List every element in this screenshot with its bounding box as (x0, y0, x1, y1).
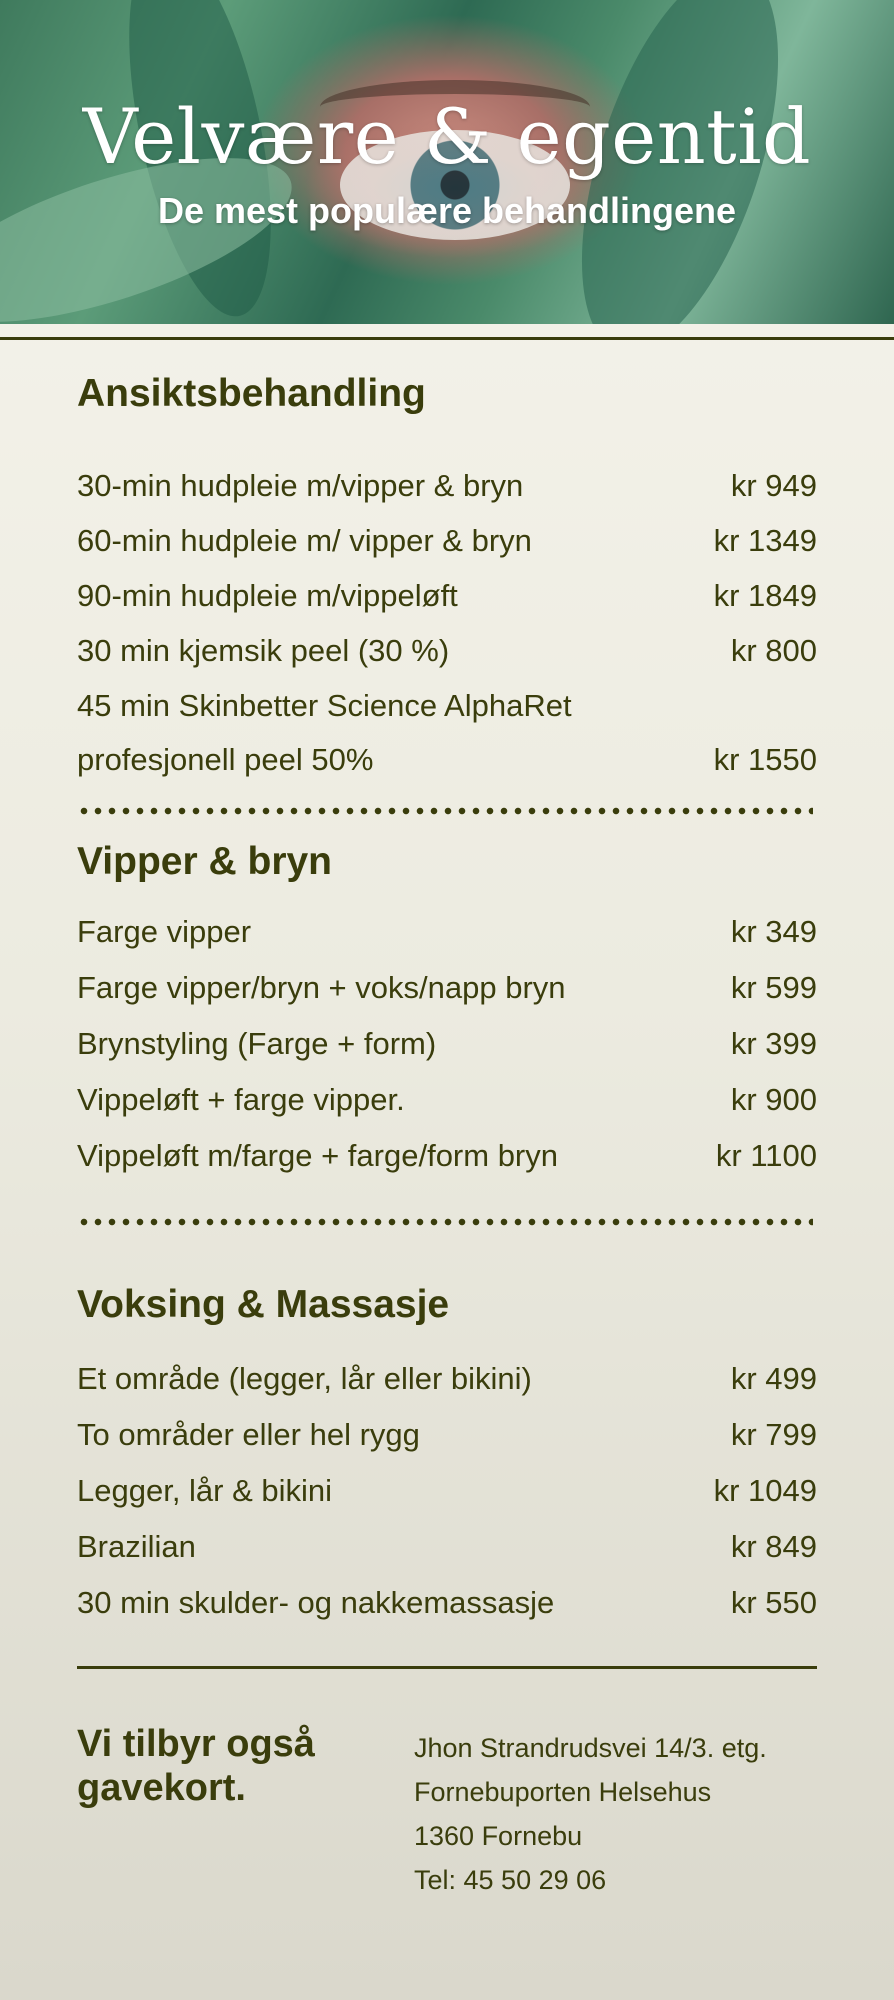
treatment-price: kr 1100 (715, 1138, 817, 1173)
treatment-name: 30 min kjemsik peel (30 %) (77, 633, 450, 668)
dotted-divider (77, 1218, 813, 1226)
treatment-price: kr 349 (730, 914, 817, 949)
price-row (77, 688, 817, 728)
giftcard-line: gavekort. (77, 1767, 246, 1809)
price-row (77, 1529, 817, 1569)
treatment-name: Vippeløft m/farge + farge/form bryn (77, 1138, 558, 1173)
divider (0, 337, 894, 340)
treatment-price: kr 849 (730, 1529, 817, 1564)
treatment-price: kr 949 (730, 468, 817, 503)
treatment-price: kr 399 (730, 1026, 817, 1061)
price-row (77, 468, 817, 508)
treatment-name: 90-min hudpleie m/vippeløft (77, 578, 458, 613)
price-row (77, 1026, 817, 1066)
treatment-name: 60-min hudpleie m/ vipper & bryn (77, 523, 532, 558)
contact-info (414, 1726, 834, 1902)
treatment-price: kr 799 (730, 1417, 817, 1452)
treatment-name: Et område (legger, lår eller bikini) (77, 1361, 532, 1396)
treatment-name: 30-min hudpleie m/vipper & bryn (77, 468, 524, 503)
price-row (77, 1082, 817, 1122)
treatment-name: Legger, lår & bikini (77, 1473, 333, 1508)
treatment-price: kr 499 (730, 1361, 817, 1396)
price-row (77, 1138, 817, 1178)
price-row (77, 1585, 817, 1625)
divider (77, 1666, 817, 1669)
building-name: Fornebuporten Helsehus (414, 1777, 712, 1807)
postal-line: 1360 Fornebu (414, 1821, 583, 1851)
treatment-price: kr 550 (730, 1585, 817, 1620)
treatment-name: 30 min skulder- og nakkemassasje (77, 1585, 555, 1620)
price-row (77, 1473, 817, 1513)
price-row (77, 633, 817, 673)
treatment-price: kr 1849 (713, 578, 817, 613)
price-row (77, 914, 817, 954)
treatment-price: kr 900 (730, 1082, 817, 1117)
price-row (77, 578, 817, 618)
treatment-name: Farge vipper/bryn + voks/napp bryn (77, 970, 566, 1005)
dotted-divider (77, 807, 813, 815)
price-row (77, 742, 817, 782)
treatment-name: profesjonell peel 50% (77, 742, 374, 777)
treatment-price: kr 1049 (713, 1473, 817, 1508)
page-title: Velvære & egentid (82, 92, 812, 181)
treatment-name: 45 min Skinbetter Science AlphaRet (77, 688, 572, 723)
giftcard-note (77, 1722, 377, 1810)
section-title-vipper-bryn: Vipper & bryn (77, 840, 333, 883)
section-title-voksing-massasje: Voksing & Massasje (77, 1283, 450, 1326)
treatment-name: To områder eller hel rygg (77, 1417, 420, 1452)
price-row (77, 970, 817, 1010)
treatment-price: kr 1550 (713, 742, 817, 777)
price-row (77, 523, 817, 563)
hero-banner (0, 0, 894, 324)
price-row (77, 1417, 817, 1457)
page-subtitle: De mest populære behandlingene (157, 190, 737, 231)
price-row (77, 1361, 817, 1401)
address-line: Jhon Strandrudsvei 14/3. etg. (414, 1733, 767, 1763)
phone-number[interactable]: Tel: 45 50 29 06 (414, 1865, 607, 1895)
treatment-price: kr 800 (730, 633, 817, 668)
treatment-price: kr 599 (730, 970, 817, 1005)
treatment-name: Vippeløft + farge vipper. (77, 1082, 405, 1117)
section-title-ansiktsbehandling: Ansiktsbehandling (77, 372, 426, 415)
treatment-name: Brynstyling (Farge + form) (77, 1026, 437, 1061)
treatment-name: Farge vipper (77, 914, 252, 949)
treatment-price: kr 1349 (713, 523, 817, 558)
giftcard-line: Vi tilbyr også (77, 1723, 315, 1765)
treatment-name: Brazilian (77, 1529, 196, 1564)
